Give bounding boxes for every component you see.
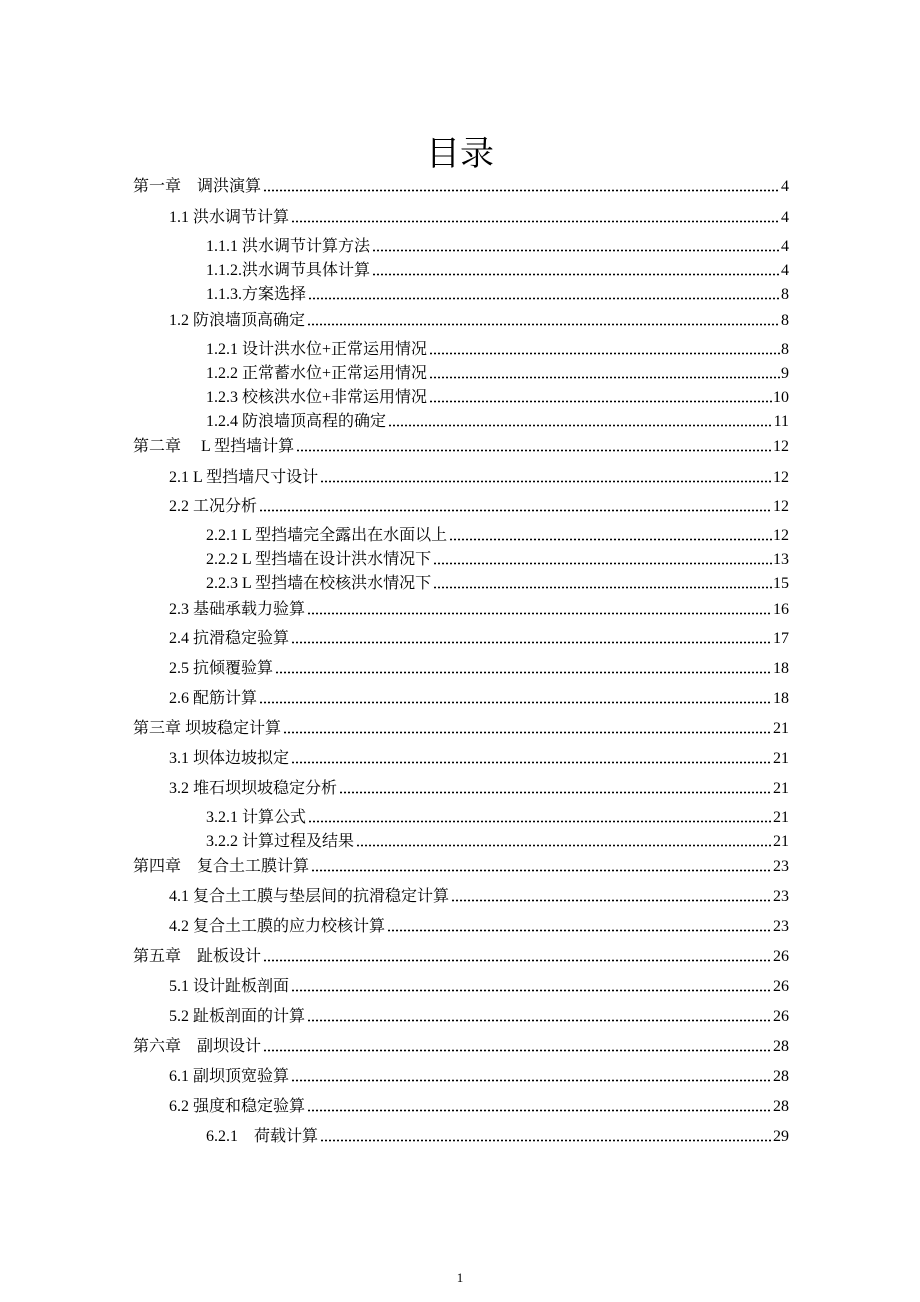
toc-entry[interactable] [206,524,789,546]
toc-entry-page: 28 [773,1038,789,1055]
toc-entry-label: 6.1 副坝顶宽验算 [169,1068,290,1085]
toc-entry-label: 第二章 L 型挡墙计算 [133,438,295,455]
toc-entry-label: 3.2.1 计算公式 [206,809,307,826]
toc-entry-page: 4 [781,209,789,226]
toc-entry-page: 21 [773,750,789,767]
dot-leader [449,538,772,541]
page-title: 目录 [426,136,494,173]
toc-entry-label: 第一章 调洪演算 [133,178,262,195]
toc-entry-page: 12 [773,469,789,486]
toc-entry[interactable] [133,435,789,457]
dot-leader [429,352,780,355]
toc-entry-label: 2.4 抗滑稳定验算 [169,630,290,647]
toc-entry-page: 26 [773,948,789,965]
dot-leader [291,1079,772,1082]
toc-entry[interactable] [206,1125,789,1147]
dot-leader [307,323,780,326]
dot-leader [263,959,772,962]
toc-entry[interactable] [169,747,789,769]
dot-leader [429,400,772,403]
toc-entry-label: 1.1.2.洪水调节具体计算 [206,262,371,279]
toc-entry-label: 4.2 复合土工膜的应力校核计算 [169,918,386,935]
toc-entry-page: 9 [781,365,789,382]
toc-entry[interactable] [206,572,789,594]
toc-entry-page: 4 [781,262,789,279]
toc-entry[interactable] [169,309,789,331]
toc-entry-label: 2.2.2 L 型挡墙在设计洪水情况下 [206,551,432,568]
toc-entry[interactable] [133,717,789,739]
dot-leader [291,761,772,764]
toc-entry[interactable] [169,627,789,649]
toc-entry-label: 3.1 坝体边坡拟定 [169,750,290,767]
toc-entry-page: 28 [773,1068,789,1085]
toc-entry-label: 2.2.1 L 型挡墙完全露出在水面以上 [206,527,448,544]
toc-entry[interactable] [206,548,789,570]
toc-entry-page: 18 [773,660,789,677]
toc-entry-label: 4.1 复合土工膜与垫层间的抗滑稳定计算 [169,888,450,905]
toc-entry-label: 6.2.1 荷载计算 [206,1128,319,1145]
toc-entry-label: 3.2.2 计算过程及结果 [206,833,355,850]
toc-entry[interactable] [133,855,789,877]
dot-leader [259,701,772,704]
toc-entry-label: 1.2 防浪墙顶高确定 [169,312,306,329]
toc-entry-page: 12 [773,438,789,455]
page-number: 1 [456,1270,464,1285]
toc-entry[interactable] [169,206,789,228]
toc-entry-label: 1.2.1 设计洪水位+正常运用情况 [206,341,428,358]
toc-entry[interactable] [169,466,789,488]
toc-entry-label: 2.3 基础承载力验算 [169,601,306,618]
toc-entry[interactable] [133,175,789,197]
toc-entry-label: 2.6 配筋计算 [169,690,258,707]
toc-entry-page: 26 [773,1008,789,1025]
toc-entry[interactable] [206,259,789,281]
toc-entry-label: 2.2.3 L 型挡墙在校核洪水情况下 [206,575,432,592]
toc-entry-page: 29 [773,1128,789,1145]
dot-leader [283,731,772,734]
toc-entry-page: 12 [773,527,789,544]
toc-entry-label: 1.2.2 正常蓄水位+正常运用情况 [206,365,428,382]
dot-leader [311,869,772,872]
toc-entry[interactable] [169,1095,789,1117]
dot-leader [307,1109,772,1112]
toc-entry[interactable] [206,338,789,360]
dot-leader [291,989,772,992]
toc-entry-label: 1.1.1 洪水调节计算方法 [206,238,371,255]
toc-entry-page: 4 [781,238,789,255]
toc-entry-label: 5.2 趾板剖面的计算 [169,1008,306,1025]
toc-entry-page: 23 [773,888,789,905]
toc-entry-label: 2.1 L 型挡墙尺寸设计 [169,469,319,486]
toc-entry-page: 21 [773,833,789,850]
toc-entry-page: 12 [773,498,789,515]
toc-entry-page: 10 [773,389,789,406]
toc-entry[interactable] [133,945,789,967]
toc-entry-label: 1.1.3.方案选择 [206,286,307,303]
toc-entry-label: 1.2.4 防浪墙顶高程的确定 [206,413,387,430]
toc-entry[interactable] [169,915,789,937]
dot-leader [296,449,772,452]
toc-entry-label: 1.2.3 校核洪水位+非常运用情况 [206,389,428,406]
toc-entry[interactable] [169,657,789,679]
dot-leader [320,480,772,483]
dot-leader [451,899,772,902]
toc-entry[interactable] [169,1005,789,1027]
toc-entry-page: 21 [773,720,789,737]
toc-entry[interactable] [206,235,789,257]
toc-entry-page: 17 [773,630,789,647]
dot-leader [372,273,780,276]
toc-entry-page: 21 [773,780,789,797]
toc-entry-page: 21 [773,809,789,826]
toc-entry-label: 3.2 堆石坝坝坡稳定分析 [169,780,338,797]
toc-entry-page: 23 [773,918,789,935]
toc-entry-page: 15 [773,575,789,592]
dot-leader [339,791,772,794]
toc-entry-page: 13 [773,551,789,568]
toc-entry[interactable] [206,283,789,305]
toc-entry[interactable] [206,830,789,852]
toc-entry[interactable] [169,885,789,907]
toc-entry[interactable] [206,362,789,384]
toc-entry-page: 28 [773,1098,789,1115]
toc-entry[interactable] [169,687,789,709]
toc-entry-label: 5.1 设计趾板剖面 [169,978,290,995]
toc-entry-label: 6.2 强度和稳定验算 [169,1098,306,1115]
toc-entry-label: 第四章 复合土工膜计算 [133,858,310,875]
toc-entry-label: 1.1 洪水调节计算 [169,209,290,226]
dot-leader [291,220,780,223]
toc-entry-label: 第五章 趾板设计 [133,948,262,965]
dot-leader [356,844,772,847]
dot-leader [308,820,772,823]
toc-entry-label: 2.5 抗倾覆验算 [169,660,274,677]
toc-entry-page: 8 [781,312,789,329]
toc-entry[interactable] [206,806,789,828]
dot-leader [388,424,773,427]
toc-entry-label: 第三章 坝坡稳定计算 [133,720,282,737]
toc-entry-page: 8 [781,286,789,303]
toc-entry-page: 26 [773,978,789,995]
toc-entry[interactable] [169,975,789,997]
toc-entry[interactable] [206,410,789,432]
toc-entry-label: 第六章 副坝设计 [133,1038,262,1055]
dot-leader [259,509,772,512]
toc-entry-label: 2.2 工况分析 [169,498,258,515]
toc-entry-page: 18 [773,690,789,707]
dot-leader [387,929,772,932]
dot-leader [307,612,772,615]
toc-entry-page: 4 [781,178,789,195]
toc-entry-page: 8 [781,341,789,358]
dot-leader [275,671,772,674]
dot-leader [308,297,780,300]
dot-leader [263,1049,772,1052]
dot-leader [263,189,780,192]
toc-entry[interactable] [169,495,789,517]
toc-entry-page: 23 [773,858,789,875]
toc-entry[interactable] [169,1065,789,1087]
dot-leader [433,562,772,565]
dot-leader [429,376,780,379]
dot-leader [433,586,772,589]
toc-entry-page: 16 [773,601,789,618]
dot-leader [307,1019,772,1022]
dot-leader [320,1139,772,1142]
dot-leader [291,641,772,644]
toc-entry[interactable] [133,1035,789,1057]
dot-leader [372,249,780,252]
toc-entry[interactable] [169,598,789,620]
toc-entry[interactable] [206,386,789,408]
toc-entry-page: 11 [773,413,789,430]
toc-entry[interactable] [169,777,789,799]
